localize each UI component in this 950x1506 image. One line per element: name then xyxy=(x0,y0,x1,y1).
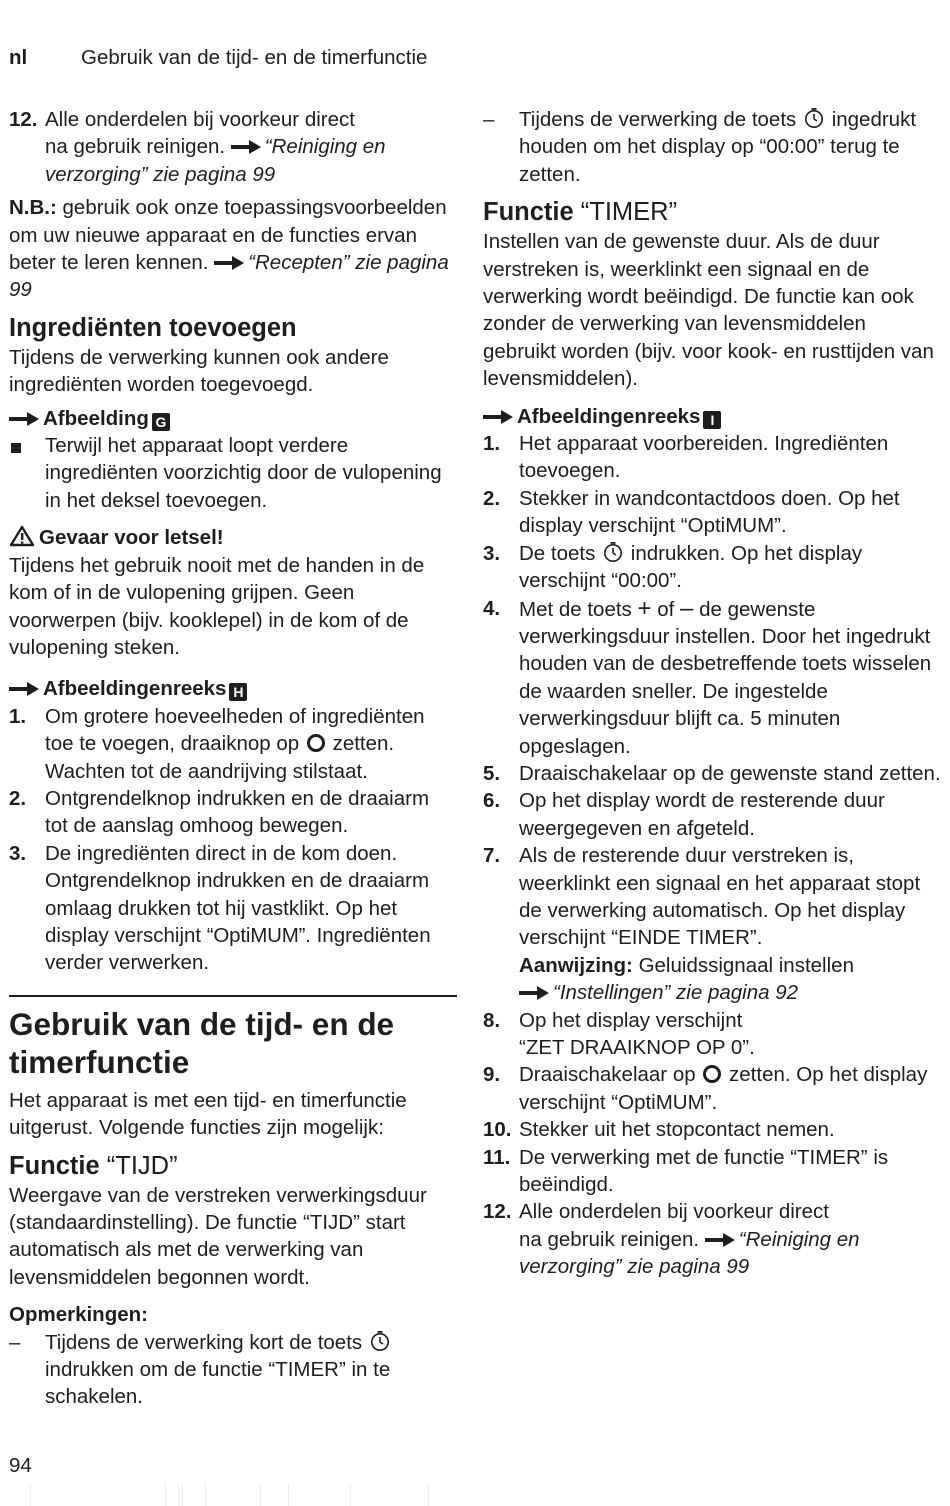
step-text: Alle onderdelen bij voorkeur direct xyxy=(519,1200,829,1224)
note-paragraph xyxy=(9,194,457,304)
function-heading-display: “TIJD” xyxy=(106,1151,178,1180)
figure-series-label: Afbeeldingenreeks xyxy=(43,677,227,701)
list-item xyxy=(9,785,457,840)
step-text: De ingrediënten direct in de kom doen. Ontgrendelknop indrukken en de draaiarm omlaag drukken tot hij vastklikt. Op het display verschijnt xyxy=(45,841,430,947)
function-heading-label: Functie xyxy=(483,198,574,227)
dash-text-3: terug te zetten. xyxy=(519,135,900,186)
cross-reference-link[interactable]: “Reiniging en verzorging” zie pagina 99 xyxy=(45,135,386,186)
list-item xyxy=(9,840,457,977)
display-text: “TIMER” xyxy=(790,1145,868,1169)
dash-marker: – xyxy=(483,108,495,131)
section-intro: Tijdens de verwerking kunnen ook andere ingrediënten worden toegevoegd. xyxy=(9,345,389,397)
language-code: nl xyxy=(9,46,28,69)
list-item xyxy=(483,1007,941,1062)
display-text: “TIJD” xyxy=(303,1211,360,1234)
left-column xyxy=(9,106,457,1411)
page-header xyxy=(9,44,950,74)
step-text: De verwerking met de functie xyxy=(519,1145,785,1169)
arrow-right-icon xyxy=(483,410,513,424)
list-item xyxy=(9,703,457,785)
step-number: 3. xyxy=(9,841,27,865)
right-column xyxy=(483,106,941,1281)
warning-text: Tijdens het gebruik nooit met de handen in de kom of in de vulopening grijpen. Geen voorwerpen (bijv. kooklepel) in de kom of de vulopening steken. xyxy=(9,553,425,659)
display-text: “EINDE TIMER” xyxy=(611,926,757,950)
arrow-right-icon xyxy=(9,682,39,696)
list-item xyxy=(483,1198,941,1280)
list-item xyxy=(483,540,941,595)
step-text-of: of xyxy=(657,597,675,621)
display-text: “TIMER” xyxy=(268,1358,346,1382)
arrow-right-icon xyxy=(9,412,39,426)
step-text: Op het display wordt de resterende duur weergegeven en afgeteld. xyxy=(519,789,885,840)
step-number: 1. xyxy=(9,704,27,728)
step-text-2: de gewenste verwerkingsduur instellen. Door het ingedrukt houden van de desbetreffende toets wisselen de waarden sneller. De ingestelde verwerkingsduur blijft ca. 5 minuten opgeslagen. xyxy=(519,597,932,758)
step-text-2: zetten. Wachten tot de aandrijving stilstaat. xyxy=(45,732,395,783)
list-item xyxy=(483,1144,941,1199)
warning-triangle-icon xyxy=(9,525,35,547)
remark-text-3: in te schakelen. xyxy=(45,1358,391,1409)
section-divider xyxy=(9,995,457,997)
step-end: . xyxy=(756,926,763,950)
step-text-2: zetten. Op het display verschijnt xyxy=(519,1063,928,1114)
note-label: N.B.: xyxy=(9,196,57,220)
hint-label: Aanwijzing: xyxy=(519,953,633,977)
list-item xyxy=(483,787,941,842)
step-end: . xyxy=(711,1090,718,1114)
step-text: Om grotere hoeveelheden of ingrediënten toe te voegen, draaiknop op xyxy=(45,704,425,756)
display-text: “OptiMUM” xyxy=(680,514,782,538)
display-text: “00:00” xyxy=(611,569,677,593)
step-number: 8. xyxy=(483,1008,501,1032)
arrow-right-icon xyxy=(214,256,244,270)
warning-title: Gevaar voor letsel! xyxy=(39,526,224,550)
step-text: De toets xyxy=(519,541,596,565)
step-text: Ontgrendelknop indrukken en de draaiarm tot de aanslag omhoog bewegen. xyxy=(45,786,430,838)
figure-reference xyxy=(9,405,457,432)
clock-button-icon xyxy=(804,107,824,129)
function-heading-display: “TIMER” xyxy=(580,198,678,227)
page-number: 94 xyxy=(9,1454,32,1477)
hint-text: Geluidssignaal instellen xyxy=(632,953,854,977)
step-text: Met de toets xyxy=(519,597,632,621)
bullet-text: Terwijl het apparaat loopt verdere ingrediënten voorzichtig door de vulopening in het deksel toevoegen. xyxy=(45,434,442,512)
step-text: Draaischakelaar op xyxy=(519,1063,696,1087)
step-text: Op het display verschijnt xyxy=(519,1008,743,1032)
chapter-heading: Gebruik van de tijd- en de timerfunctie xyxy=(9,1005,395,1080)
step-text: Draaischakelaar op de gewenste stand zetten. xyxy=(519,761,941,785)
step-text-2: . Ingrediënten verder verwerken. xyxy=(45,923,431,975)
figure-series-label: Afbeeldingenreeks xyxy=(517,404,701,428)
list-item xyxy=(483,430,941,485)
step-number: 10. xyxy=(483,1118,512,1142)
list-item xyxy=(483,1116,941,1143)
arrow-right-icon xyxy=(231,140,261,154)
step-number: 12. xyxy=(483,1200,512,1224)
remarks-title: Opmerkingen: xyxy=(9,1303,148,1327)
dash-text-2: ingedrukt houden om het display op xyxy=(519,108,917,159)
clock-button-icon xyxy=(603,541,623,563)
dash-marker: – xyxy=(9,1330,21,1354)
figure-series-reference xyxy=(9,675,457,702)
step-text-2: indrukken. Op het display verschijnt xyxy=(519,541,863,593)
step-text-2: na gebruik reinigen. xyxy=(519,1227,700,1251)
function-heading xyxy=(483,196,941,228)
cross-reference-link[interactable]: “Instellingen” zie pagina 92 xyxy=(553,981,799,1005)
step-number: 7. xyxy=(483,844,501,868)
cross-reference-link[interactable]: “Recepten” zie pagina 99 xyxy=(9,251,449,302)
step-end: . xyxy=(749,1036,755,1059)
function-text-2: start automatisch als met de verwerking van levensmiddelen begonnen wordt. xyxy=(9,1211,406,1289)
minus-button-icon: – xyxy=(680,594,694,622)
figure-label: Afbeelding xyxy=(43,406,149,430)
chapter-intro: Het apparaat is met een tijd- en timerfunctie uitgerust. Volgende functies zijn mogelijk: xyxy=(9,1088,407,1140)
list-item xyxy=(483,595,941,760)
function-description xyxy=(9,1182,457,1292)
clock-button-icon xyxy=(370,1330,390,1352)
dash-item xyxy=(9,1329,457,1411)
arrow-right-icon xyxy=(519,986,549,1000)
step-text: Stekker in wandcontactdoos doen. Op het display verschijnt xyxy=(519,486,900,538)
display-text: “ZET DRAAIKNOP OP 0” xyxy=(519,1036,750,1059)
step-text: Als de resterende duur verstreken is, weerklinkt een signaal en het apparaat stopt de verwerking automatisch. Op het display verschijnt xyxy=(519,844,921,950)
function-heading-label: Functie xyxy=(9,1151,100,1180)
display-text: “00:00” xyxy=(759,135,825,159)
function-description: Instellen van de gewenste duur. Als de duur verstreken is, weerklinkt een signaal en de verwerking wordt beëindigd. De functie kan ook zonder de verwerking van levensmiddelen gebruikt worden (bijv. voor kook- en rusttijden van levensmiddelen). xyxy=(483,230,934,391)
list-item xyxy=(483,485,941,540)
figure-letter-badge: I xyxy=(703,411,721,429)
step-number: 2. xyxy=(9,786,27,810)
remark-text-2: indrukken om de functie xyxy=(45,1358,263,1382)
step-text: Stekker uit het stopcontact nemen. xyxy=(519,1118,835,1142)
arrow-right-icon xyxy=(705,1233,735,1247)
step-text: Het apparaat voorbereiden. Ingrediënten toevoegen. xyxy=(519,432,889,483)
print-bleed-marks xyxy=(30,1476,450,1506)
step-number: 11. xyxy=(483,1145,511,1169)
note-text: gebruik ook onze toepassingsvoorbeelden om uw nieuwe apparaat en de functies ervan beter te leren kennen. xyxy=(9,196,447,275)
step-number: 12. xyxy=(9,108,38,131)
step-text: Alle onderdelen bij voorkeur direct xyxy=(45,108,355,131)
list-item xyxy=(483,760,941,787)
display-text: “OptiMUM” xyxy=(611,1090,712,1114)
step-number: 9. xyxy=(483,1063,501,1087)
step-end: . xyxy=(676,569,682,593)
figure-letter-badge: G xyxy=(152,413,170,431)
running-title: Gebruik van de tijd- en de timerfunctie xyxy=(81,46,428,69)
dial-zero-icon xyxy=(307,734,325,752)
remark-text: Tijdens de verwerking kort de toets xyxy=(45,1330,363,1354)
step-number: 2. xyxy=(483,486,501,510)
step-number: 1. xyxy=(483,432,501,456)
step-text-2: is beëindigd. xyxy=(519,1145,889,1197)
step-number: 4. xyxy=(483,596,501,620)
step-number: 5. xyxy=(483,761,501,785)
function-heading xyxy=(9,1150,457,1182)
plus-button-icon: + xyxy=(637,594,652,622)
list-item xyxy=(9,106,457,188)
section-heading: Ingrediënten toevoegen xyxy=(9,313,297,342)
square-bullet-icon xyxy=(11,443,21,453)
dash-text: Tijdens de verwerking de toets xyxy=(519,108,797,131)
step-text-2: na gebruik reinigen. xyxy=(45,135,226,159)
cross-reference-link[interactable]: “Reiniging en verzorging” zie pagina 99 xyxy=(519,1227,860,1279)
bullet-item xyxy=(9,432,457,514)
figure-series-reference xyxy=(483,403,941,430)
step-number: 3. xyxy=(483,541,501,565)
figure-letter-badge: H xyxy=(229,683,247,701)
dash-item xyxy=(483,106,941,188)
warning-title-row xyxy=(9,524,457,551)
dial-zero-icon xyxy=(703,1065,721,1083)
step-number: 6. xyxy=(483,789,501,813)
step-end: . xyxy=(781,514,787,538)
list-item xyxy=(483,842,941,1006)
function-text: Weergave van de verstreken verwerkingsduur (standaardinstelling). De functie xyxy=(9,1183,427,1234)
display-text: “OptiMUM” xyxy=(206,923,306,947)
list-item xyxy=(483,1061,941,1116)
